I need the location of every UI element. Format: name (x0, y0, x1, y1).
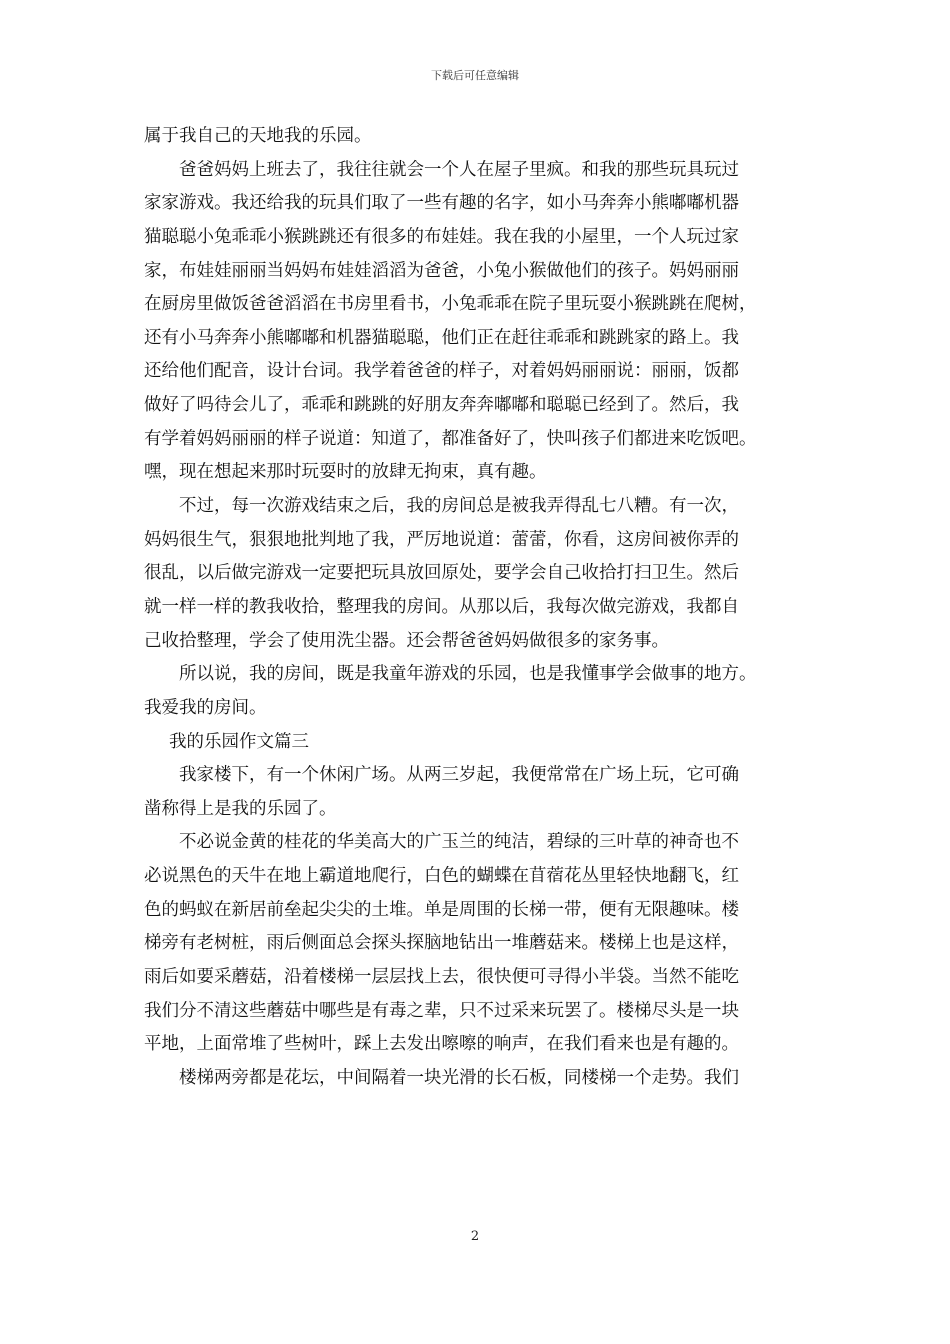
text-line: 我爱我的房间。 (144, 697, 267, 718)
text-line: 家家游戏。我还给我的玩具们取了一些有趣的名字，如小马奔奔小熊嘟嘟机器 (144, 193, 739, 214)
text-line: 还给他们配音，设计台词。我学着爸爸的样子，对着妈妈丽丽说：丽丽，饭都 (144, 361, 739, 382)
text-line: 不必说金黄的桂花的华美高大的广玉兰的纯洁，碧绿的三叶草的神奇也不 (179, 832, 739, 853)
text-line: 家，布娃娃丽丽当妈妈布娃娃滔滔为爸爸，小兔小猴做他们的孩子。妈妈丽丽 (144, 260, 739, 281)
document-body (144, 120, 810, 1096)
text-line: 有学着妈妈丽丽的样子说道：知道了，都准备好了，快叫孩子们都进来吃饭吧。 (144, 428, 757, 449)
text-line: 在厨房里做饭爸爸滔滔在书房里看书，小兔乖乖在院子里玩耍小猴跳跳在爬树， (144, 294, 757, 315)
text-line: 爸爸妈妈上班去了，我往往就会一个人在屋子里疯。和我的那些玩具玩过 (179, 159, 739, 180)
text-line: 做好了吗待会儿了，乖乖和跳跳的好朋友奔奔嘟嘟和聪聪已经到了。然后，我 (144, 395, 739, 416)
text-line: 己收拾整理，学会了使用洗尘器。还会帮爸爸妈妈做很多的家务事。 (144, 630, 669, 651)
text-line: 所以说，我的房间，既是我童年游戏的乐园，也是我懂事学会做事的地方。 (179, 664, 757, 685)
page-number: 2 (470, 1229, 480, 1244)
text-line: 凿称得上是我的乐园了。 (144, 798, 337, 819)
text-line: 属于我自己的天地我的乐园。 (144, 126, 372, 146)
text-line: 猫聪聪小兔乖乖小猴跳跳还有很多的布娃娃。我在我的小屋里，一个人玩过家 (144, 226, 739, 247)
text-line: 色的蚂蚁在新居前垒起尖尖的土堆。单是周围的长梯一带，便有无限趣味。楼 (144, 899, 739, 920)
text-line: 梯旁有老树桩，雨后侧面总会探头探脑地钻出一堆蘑菇来。楼梯上也是这样， (144, 933, 739, 954)
text-line: 不过，每一次游戏结束之后，我的房间总是被我弄得乱七八糟。有一次， (179, 496, 739, 517)
text-line: 雨后如要采蘑菇，沿着楼梯一层层找上去，很快便可寻得小半袋。当然不能吃 (144, 967, 739, 988)
text-line: 就一样一样的教我收拾，整理我的房间。从那以后，我每次做完游戏，我都自 (144, 596, 739, 617)
text-line: 还有小马奔奔小熊嘟嘟和机器猫聪聪，他们正在赶往乖乖和跳跳家的路上。我 (144, 327, 739, 348)
page-header: 下载后可任意编辑 (431, 69, 519, 82)
text-line: 平地，上面常堆了些树叶，踩上去发出嚓嚓的响声，在我们看来也是有趣的。 (144, 1034, 739, 1055)
text-line: 很乱，以后做完游戏一定要把玩具放回原处，要学会自己收拾打扫卫生。然后 (144, 563, 739, 584)
text-line: 必说黑色的天牛在地上霸道地爬行，白色的蝴蝶在苜蓿花丛里轻快地翻飞，红 (144, 866, 739, 887)
section-heading: 我的乐园作文篇三 (169, 731, 309, 752)
text-line: 楼梯两旁都是花坛，中间隔着一块光滑的长石板，同楼梯一个走势。我们 (179, 1067, 739, 1088)
text-line: 嘿，现在想起来那时玩耍时的放肆无拘束，真有趣。 (144, 462, 547, 483)
text-line: 我家楼下，有一个休闲广场。从两三岁起，我便常常在广场上玩，它可确 (179, 765, 739, 786)
text-line: 我们分不清这些蘑菇中哪些是有毒之辈，只不过采来玩罢了。楼梯尽头是一块 (144, 1000, 739, 1021)
text-line: 妈妈很生气，狠狠地批判地了我，严厉地说道：蕾蕾，你看，这房间被你弄的 (144, 529, 739, 550)
